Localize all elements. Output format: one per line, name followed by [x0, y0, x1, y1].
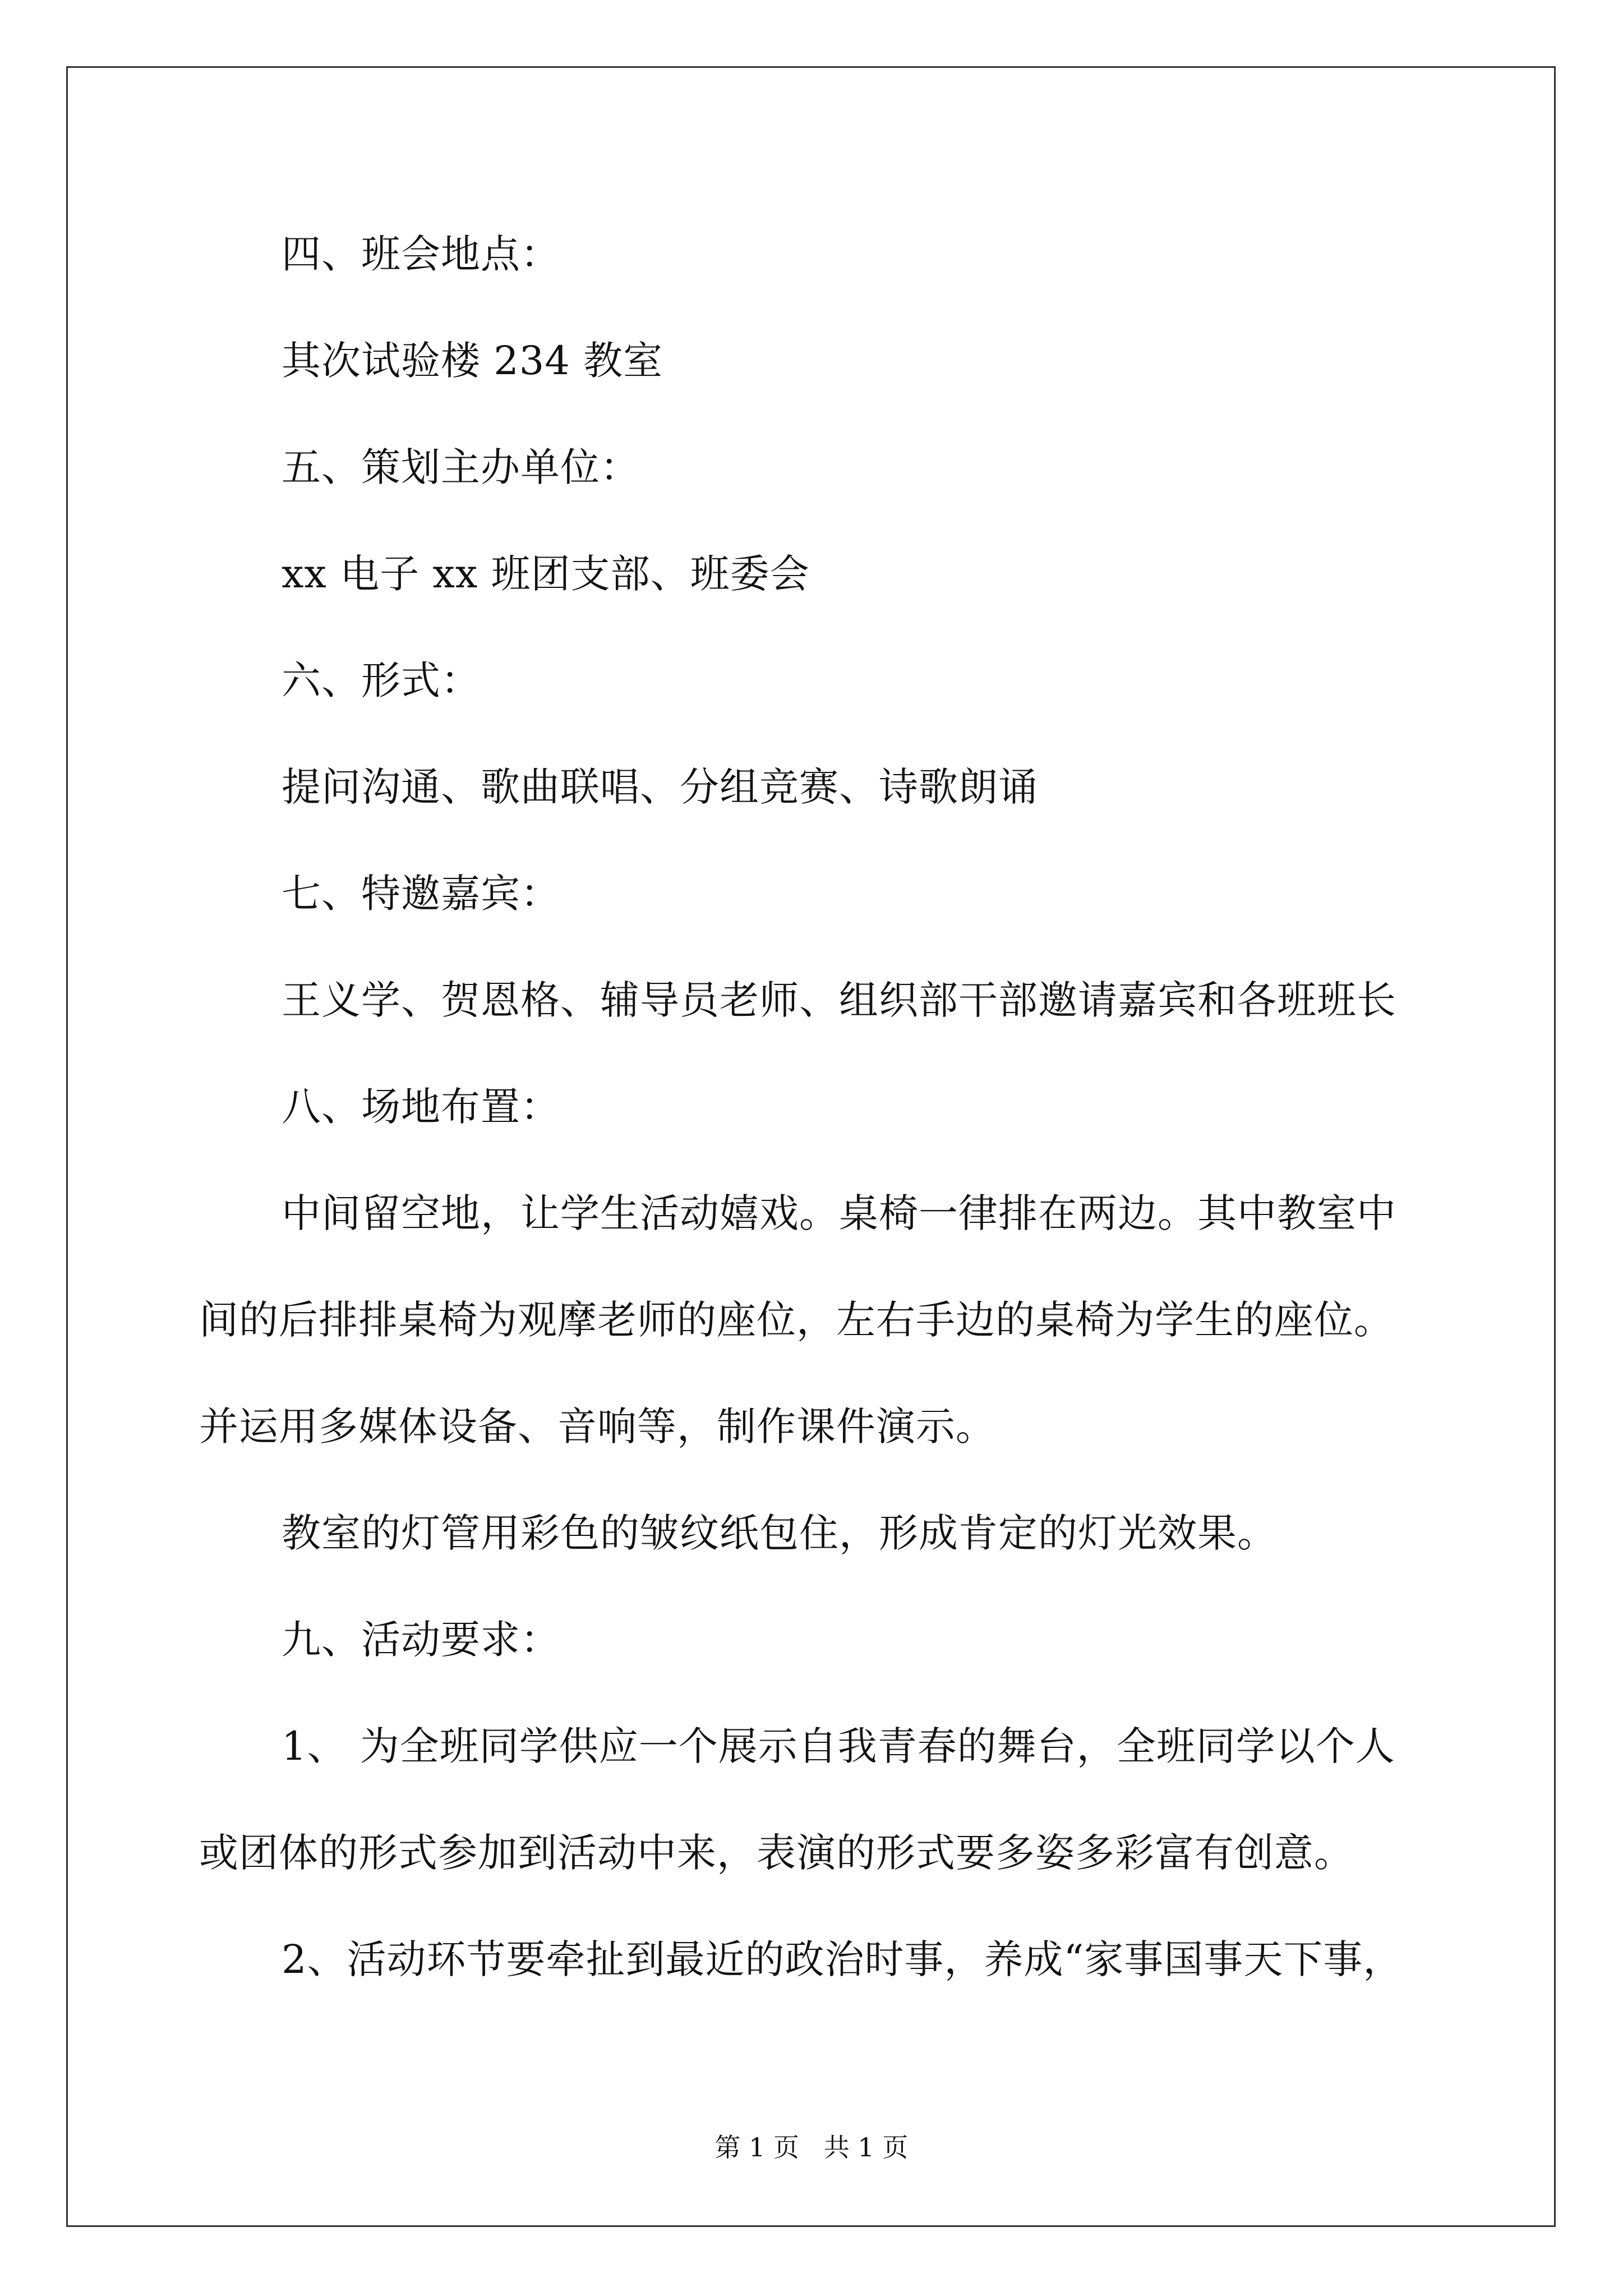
requirement-1-line-1: 1、 为全班同学供应一个展示自我青春的舞台，全班同学以个人 — [282, 1723, 1395, 1769]
section-heading-venue: 八、场地布置： — [282, 1084, 560, 1130]
section-heading-location: 四、班会地点： — [282, 231, 560, 277]
requirement-1-line-2: 或团体的形式参加到活动中来，表演的形式要多姿多彩富有创意。 — [199, 1830, 1354, 1876]
page-footer: 第 1 页 共 1 页 — [714, 2132, 909, 2162]
paragraph-venue-line-1: 中间留空地，让学生活动嬉戏。桌椅一律排在两边。其中教室中 — [282, 1190, 1396, 1236]
section-heading-format: 六、形式： — [282, 657, 481, 703]
section-heading-organizer: 五、策划主办单位： — [282, 444, 640, 490]
paragraph-format: 提问沟通、歌曲联唱、分组竞赛、诗歌朗诵 — [282, 764, 1038, 810]
page-frame — [66, 66, 1556, 2227]
paragraph-lighting: 教室的灯管用彩色的皱纹纸包住，形成肯定的灯光效果。 — [282, 1510, 1277, 1556]
paragraph-location: 其次试验楼 234 教室 — [282, 338, 663, 384]
paragraph-organizer: xx 电子 xx 班团支部、班委会 — [282, 551, 810, 597]
paragraph-venue-line-3: 并运用多媒体设备、音响等，制作课件演示。 — [199, 1404, 995, 1450]
section-heading-guests: 七、特邀嘉宾： — [282, 871, 560, 917]
section-heading-requirements: 九、活动要求： — [282, 1617, 560, 1663]
paragraph-guests: 王义学、贺恩格、辅导员老师、组织部干部邀请嘉宾和各班班长 — [282, 977, 1396, 1023]
requirement-2-line-1: 2、活动环节要牵扯到最近的政治时事，养成“家事国事天下事， — [282, 1936, 1403, 1982]
paragraph-venue-line-2: 间的后排排桌椅为观摩老师的座位，左右手边的桌椅为学生的座位。 — [199, 1297, 1394, 1343]
